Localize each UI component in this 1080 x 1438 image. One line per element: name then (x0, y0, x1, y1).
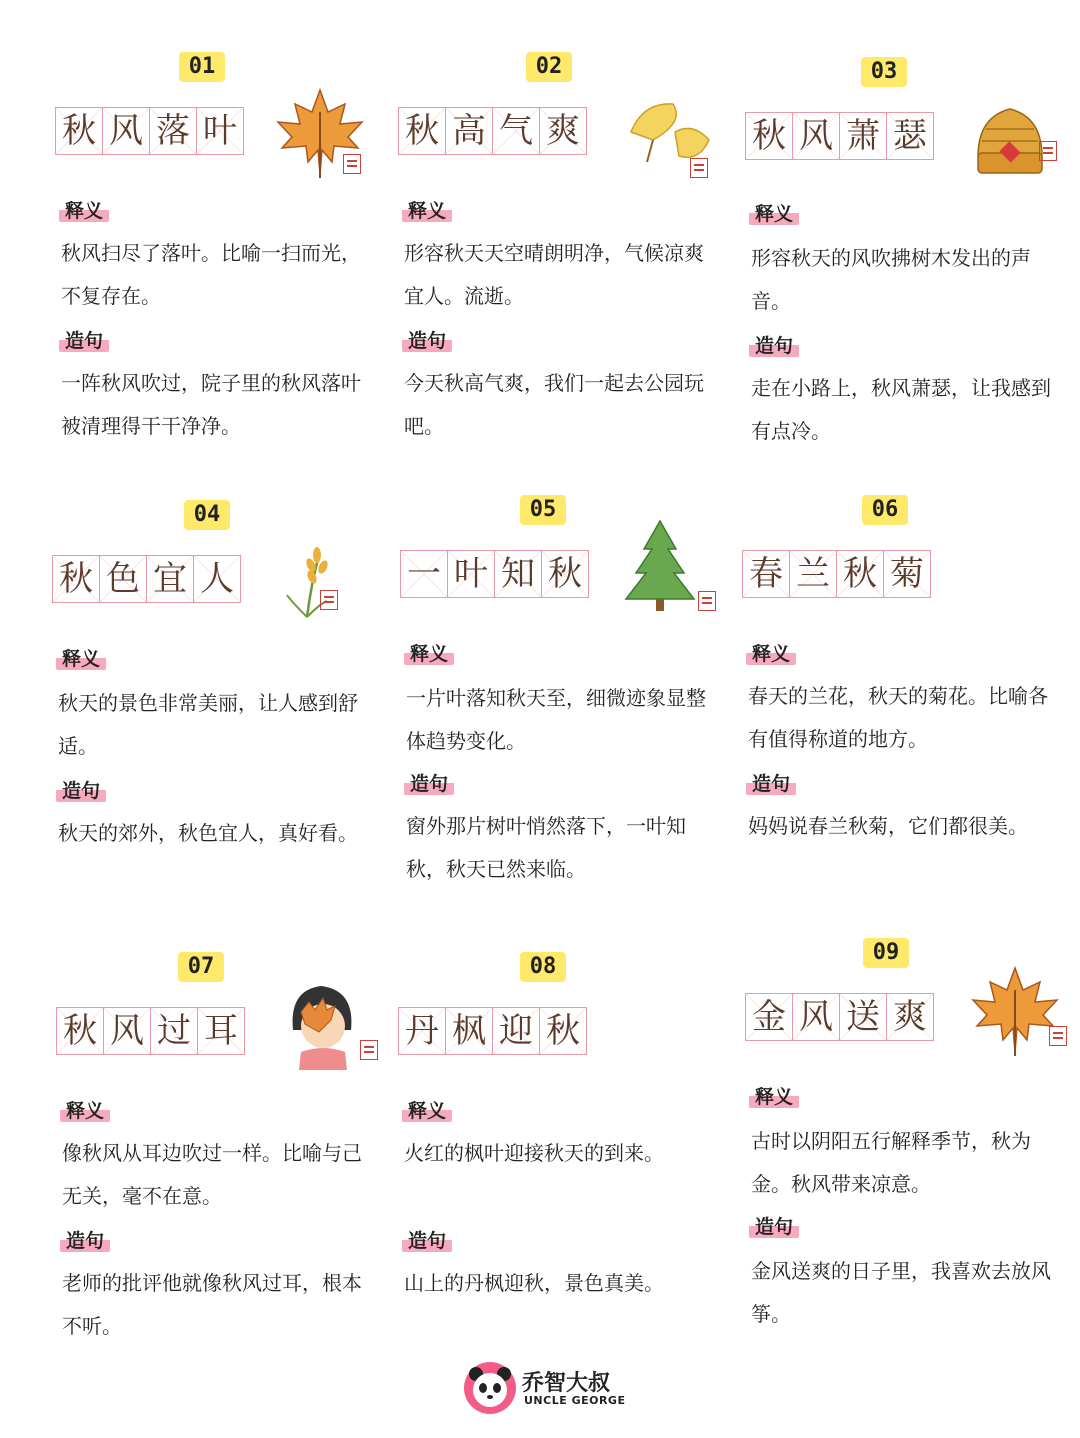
idiom-char: 风 (792, 113, 839, 159)
idiom-char: 萧 (839, 113, 886, 159)
card-number: 05 (520, 495, 566, 525)
example-text: 窗外那片树叶悄然落下，一叶知秋，秋天已然来临。 (406, 814, 686, 881)
card-number: 07 (178, 952, 224, 982)
idiom-grid (742, 550, 931, 598)
meaning-text: 秋天的景色非常美丽，让人感到舒适。 (58, 691, 358, 758)
meaning-label: 释义 (746, 643, 796, 665)
example-text: 今天秋高气爽，我们一起去公园玩吧。 (404, 371, 704, 438)
meaning-label: 释义 (60, 1100, 110, 1122)
girl-with-leaf-icon (271, 972, 371, 1072)
meaning-label: 释义 (749, 1086, 799, 1108)
card-number: 03 (861, 57, 907, 87)
idiom-grid (745, 112, 934, 160)
idiom-grid (745, 993, 934, 1041)
idiom-char: 落 (149, 108, 196, 154)
seal-stamp-icon (698, 591, 716, 611)
idiom-char: 秋 (539, 1008, 586, 1054)
idiom-grid (398, 107, 587, 155)
example-label: 造句 (60, 1230, 110, 1252)
meaning-label: 释义 (749, 203, 799, 225)
idiom-grid (55, 107, 244, 155)
wheat-icon (267, 525, 367, 625)
example-label: 造句 (59, 330, 109, 352)
idiom-char: 瑟 (886, 113, 933, 159)
idiom-grid (56, 1007, 245, 1055)
example-label: 造句 (749, 335, 799, 357)
idiom-char: 秋 (399, 108, 445, 154)
idiom-grid (52, 555, 241, 603)
example-text: 一阵秋风吹过，院子里的秋风落叶被清理得干干净净。 (61, 371, 361, 438)
meaning-text: 火红的枫叶迎接秋天的到来。 (404, 1141, 664, 1165)
idiom-char: 丹 (399, 1008, 445, 1054)
seal-stamp-icon (360, 1040, 378, 1060)
idiom-char: 秋 (541, 551, 588, 597)
idiom-char: 人 (193, 556, 240, 602)
meaning-label: 释义 (402, 200, 452, 222)
idiom-char: 迎 (492, 1008, 539, 1054)
example-label: 造句 (404, 773, 454, 795)
idiom-char: 爽 (539, 108, 586, 154)
idiom-char: 风 (103, 1008, 150, 1054)
idiom-char: 秋 (53, 556, 99, 602)
brand-name-cn: 乔智大叔 (522, 1371, 611, 1396)
example-text: 秋天的郊外，秋色宜人，真好看。 (58, 821, 358, 845)
idiom-char: 风 (792, 994, 839, 1040)
idiom-char: 风 (102, 108, 149, 154)
example-text: 金风送爽的日子里，我喜欢去放风筝。 (751, 1259, 1051, 1326)
idiom-char: 秋 (836, 551, 883, 597)
idiom-char: 叶 (196, 108, 243, 154)
idiom-char: 知 (494, 551, 541, 597)
panda-icon (462, 1360, 518, 1416)
idiom-char: 耳 (197, 1008, 244, 1054)
example-text: 老师的批评他就像秋风过耳，根本不听。 (62, 1271, 362, 1338)
example-label: 造句 (402, 1230, 452, 1252)
idiom-char: 过 (150, 1008, 197, 1054)
card-number: 09 (863, 938, 909, 968)
idiom-char: 爽 (886, 994, 933, 1040)
idiom-char: 春 (743, 551, 789, 597)
idiom-char: 送 (839, 994, 886, 1040)
card-number: 06 (862, 495, 908, 525)
idiom-char: 气 (492, 108, 539, 154)
seal-stamp-icon (1049, 1026, 1067, 1046)
idiom-char: 兰 (789, 551, 836, 597)
idiom-char: 一 (401, 551, 447, 597)
example-label: 造句 (402, 330, 452, 352)
meaning-label: 释义 (56, 648, 106, 670)
card-number: 08 (520, 952, 566, 982)
example-label: 造句 (746, 773, 796, 795)
idiom-char: 高 (445, 108, 492, 154)
example-label: 造句 (56, 780, 106, 802)
idiom-grid (400, 550, 589, 598)
idiom-char: 枫 (445, 1008, 492, 1054)
brand-logo (462, 1360, 642, 1420)
idiom-char: 菊 (883, 551, 930, 597)
meaning-label: 释义 (59, 200, 109, 222)
seal-stamp-icon (343, 154, 361, 174)
seal-stamp-icon (1039, 141, 1057, 161)
idiom-char: 金 (746, 994, 792, 1040)
example-label: 造句 (749, 1216, 799, 1238)
seal-stamp-icon (690, 158, 708, 178)
meaning-text: 古时以阴阳五行解释季节，秋为金。秋风带来凉意。 (751, 1129, 1031, 1196)
idiom-grid (398, 1007, 587, 1055)
example-text: 走在小路上，秋风萧瑟，让我感到有点冷。 (751, 376, 1051, 443)
example-text: 山上的丹枫迎秋，景色真美。 (404, 1271, 664, 1295)
idiom-char: 叶 (447, 551, 494, 597)
idiom-char: 秋 (56, 108, 102, 154)
idiom-char: 秋 (746, 113, 792, 159)
pine-tree-icon (610, 515, 710, 615)
example-text: 妈妈说春兰秋菊，它们都很美。 (748, 814, 1028, 838)
meaning-label: 释义 (402, 1100, 452, 1122)
card-number: 04 (184, 500, 230, 530)
meaning-text: 像秋风从耳边吹过一样。比喻与己无关，毫不在意。 (62, 1141, 362, 1208)
idiom-char: 宜 (146, 556, 193, 602)
meaning-text: 春天的兰花，秋天的菊花。比喻各有值得称道的地方。 (748, 684, 1048, 751)
meaning-text: 形容秋天天空晴朗明净，气候凉爽宜人。流逝。 (404, 241, 704, 308)
idiom-char: 色 (99, 556, 146, 602)
brand-name-en: UNCLE GEORGE (524, 1394, 626, 1407)
seal-stamp-icon (320, 590, 338, 610)
meaning-text: 秋风扫尽了落叶。比喻一扫而光，不复存在。 (61, 241, 361, 308)
card-number: 02 (526, 52, 572, 82)
idiom-char: 秋 (57, 1008, 103, 1054)
card-number: 01 (179, 52, 225, 82)
haystack-icon (960, 87, 1060, 187)
meaning-text: 形容秋天的风吹拂树木发出的声音。 (751, 246, 1031, 313)
meaning-label: 释义 (404, 643, 454, 665)
meaning-text: 一片叶落知秋天至，细微迹象显整体趋势变化。 (406, 686, 706, 753)
